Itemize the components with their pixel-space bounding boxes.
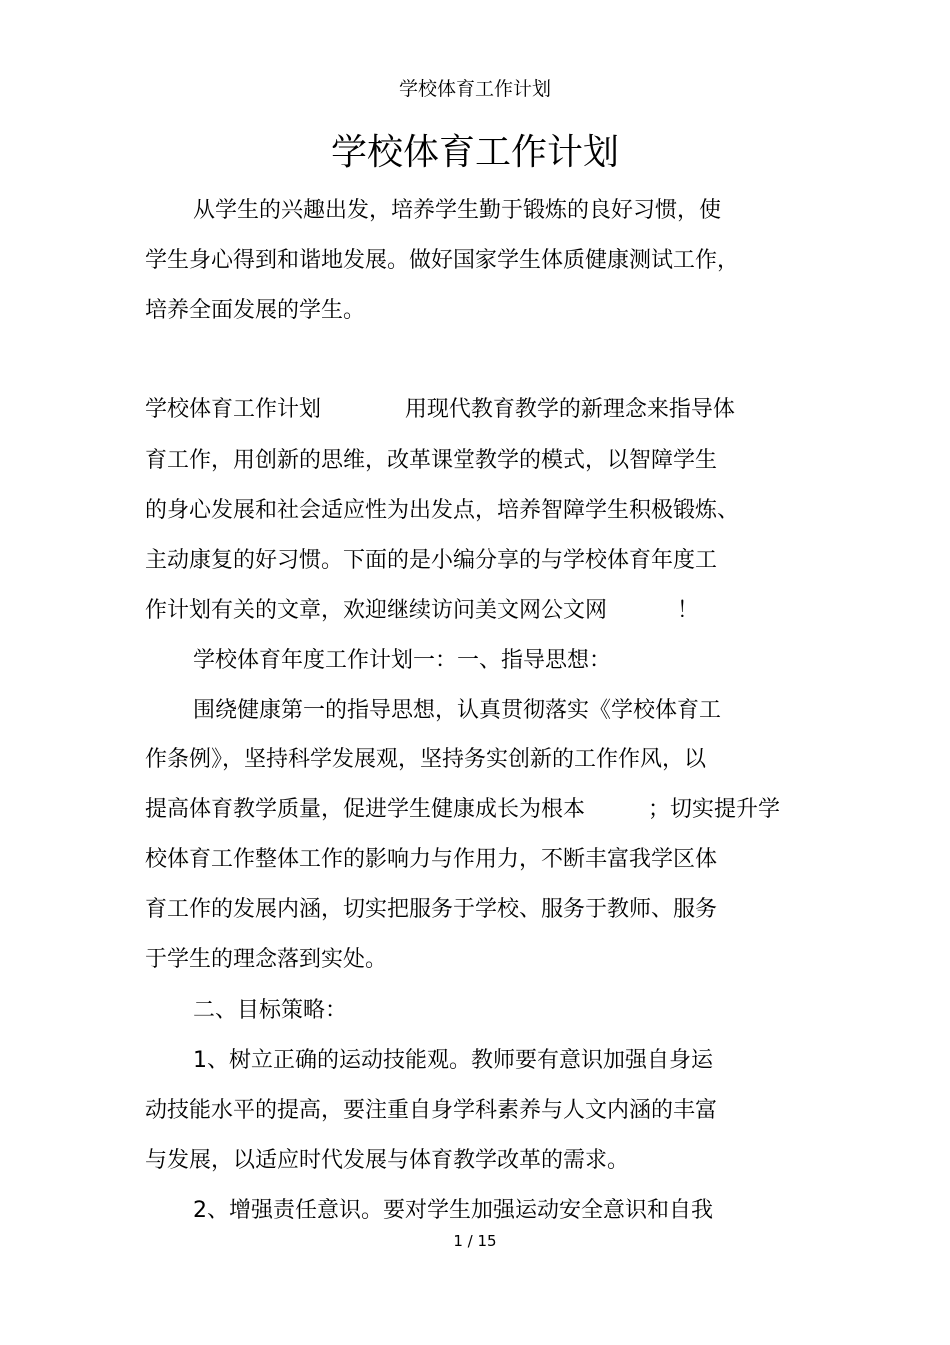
body-line: 与发展，以适应时代发展与体育教学改革的需求。 [145, 1148, 630, 1173]
body-line: 于学生的理念落到实处。 [145, 947, 388, 972]
running-header: 学校体育工作计划 [398, 78, 551, 100]
body-line: 提高体育教学质量，促进学生健康成长为根本 ；切实提升学 [145, 797, 780, 822]
body-line: 2、增强责任意识。要对学生加强运动安全意识和自我 [193, 1198, 713, 1223]
body-line: 动技能水平的提高，要注重自身学科素养与人文内涵的丰富 [145, 1098, 718, 1123]
section-heading: 二、目标策略： [193, 998, 348, 1023]
body-line: 主动康复的好习惯。下面的是小编分享的与学校体育年度工 [145, 548, 718, 573]
body-line: 学校体育工作计划 用现代教育教学的新理念来指导体 [145, 397, 735, 422]
body-line: 的身心发展和社会适应性为出发点，培养智障学生积极锻炼、 [145, 498, 740, 523]
body-line: 育工作的发展内涵，切实把服务于学校、服务于教师、服务 [145, 897, 718, 922]
body-line: 作计划有关的文章，欢迎继续访问美文网公文网 ！ [145, 598, 699, 623]
body-line: 从学生的兴趣出发，培养学生勤于锻炼的良好习惯，使 [193, 198, 722, 223]
page-number: 1 / 15 [453, 1232, 497, 1250]
document-title: 学校体育工作计划 [330, 132, 619, 173]
body-line: 培养全面发展的学生。 [145, 298, 366, 323]
body-line: 育工作，用创新的思维，改革课堂教学的模式，以智障学生 [145, 448, 718, 473]
body-line: 1、树立正确的运动技能观。教师要有意识加强自身运 [193, 1048, 713, 1073]
body-line: 作条例》，坚持科学发展观，坚持务实创新的工作作风，以 [145, 747, 707, 772]
body-line: 学生身心得到和谐地发展。做好国家学生体质健康测试工作， [145, 248, 740, 273]
body-line: 学校体育年度工作计划一：一、指导思想： [193, 648, 612, 673]
body-line: 校体育工作整体工作的影响力与作用力，不断丰富我学区体 [145, 847, 718, 872]
body-line: 围绕健康第一的指导思想，认真贯彻落实《学校体育工 [193, 698, 722, 723]
